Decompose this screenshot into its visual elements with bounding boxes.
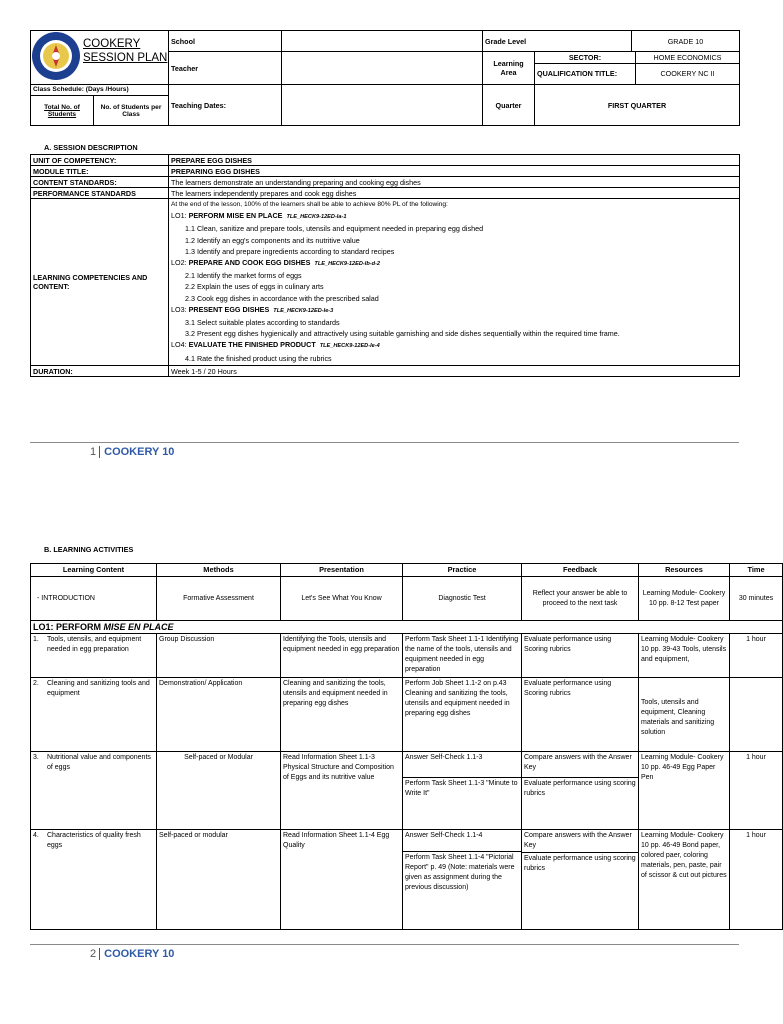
title-line-2: SESSION PLAN [83,52,168,64]
sd-value: The learners demonstrate an understanding preparing and cooking egg dishes [169,177,740,188]
row-number: 2. [33,680,39,687]
table-row [31,577,783,621]
feedback-text-2: Evaluate performance using scoring rubrics [522,777,638,799]
lo3-item: 3.1 Select suitable plates according to standards [185,318,340,328]
total-students-label: Total No. of Students [31,96,94,125]
competencies-intro: At the end of the lesson, 100% of the learners shall be able to achieve 80% PL of the following: [171,201,448,208]
practice-text: Answer Self-Check 1.1-4 [405,832,483,839]
school-label: School [169,31,282,52]
cell-resources: Learning Module- Cookery 10 pp. 8-12 Test paper [639,577,730,621]
cell-practice [403,830,522,930]
learning-activities-table [30,563,783,930]
cell-feedback: Evaluate performance using Scoring rubrics [522,678,639,752]
cell-content: - INTRODUCTION [31,577,157,621]
footer-divider [30,944,739,945]
cell-feedback: Reflect your answer be able to proceed to the next task [522,577,639,621]
feedback-text: Compare answers with the Answer Key [524,754,632,771]
cell-content [31,752,157,830]
table-row [31,752,783,830]
session-description-heading: A. SESSION DESCRIPTION [44,143,138,152]
lo4-code: TLE_HECK9-12ED-Ie-4 [319,343,380,350]
sd-label: UNIT OF COMPETENCY: [31,155,169,166]
cell-time: 1 hour [730,830,783,930]
sector-value: HOME ECONOMICS [636,52,740,63]
row-number: 1. [33,636,39,643]
sector-label: SECTOR: [535,52,636,63]
cell-methods: Self-paced or modular [157,830,281,930]
lo4-heading [171,339,737,352]
column-header: Practice [403,564,522,577]
column-header: Learning Content [31,564,157,577]
lo2-item: 2.3 Cook egg dishes in accordance with the prescribed salad [185,293,379,303]
cell-time: 1 hour [730,634,783,678]
teacher-value[interactable] [282,52,483,85]
cell-time: 30 minutes [730,577,783,621]
lo3-title: PRESENT EGG DISHES [188,304,270,314]
row-content-text: Nutritional value and components of eggs [47,754,151,771]
cell-methods: Group Discussion [157,634,281,678]
lo1-item: 1.2 Identify an egg's components and its nutritive value [185,235,360,245]
cell-resources: Learning Module- Cookery 10 pp. 46-49 Bond paper, colored paer, coloring materials, pen, paste, pair of scissor & cut out pictures [639,830,730,930]
lo1-item: 1.1 Clean, sanitize and prepare tools, utensils and equipment needed in preparing egg dished [185,224,484,234]
lo3-prefix: LO3: [171,304,189,314]
lo3-code: TLE_HECK9-12ED-Ie-3 [273,307,334,314]
cell-presentation: Read Information Sheet 1.1-4 Egg Quality [281,830,403,930]
header-table [30,30,740,126]
grade-level-value: GRADE 10 [632,31,740,52]
page-number: 2 [90,948,100,960]
lo2-item: 2.1 Identify the market forms of eggs [185,271,302,281]
sd-label: CONTENT STANDARDS: [31,177,169,188]
sd-value: The learners independently prepares and cook egg dishes [169,188,740,199]
cell-feedback: Evaluate performance using Scoring rubrics [522,634,639,678]
row-content-text: Characteristics of quality fresh eggs [47,832,141,849]
lo1-item: 1.3 Identify and prepare ingredients according to standard recipes [185,246,395,256]
cell-resources: Learning Module- Cookery 10 pp. 46-49 Egg Paper Pen [639,752,730,830]
lo2-code: TLE_HECK9-12ED-Ib-d-2 [314,261,380,268]
lo4-item: 4.1 Rate the finished product using the rubrics [185,353,332,363]
cell-practice: Perform Task Sheet 1.1-1 Identifying the name of the tools, utensils and equipment needed in egg preparation [403,634,522,678]
footer-title: COOKERY 10 [104,948,175,960]
sd-label: MODULE TITLE: [31,166,169,177]
title-line-1: COOKERY [83,38,141,50]
cell-time: 1 hour [730,752,783,830]
cell-resources: Learning Module- Cookery 10 pp. 39-43 Tools, utensils and equipment, [639,634,730,678]
cell-practice: Diagnostic Test [403,577,522,621]
practice-text-2: Perform Task Sheet 1.1-4 "Pictorial Report" p. 49 (Note: materials were given as assignment during the previous discussion) [403,851,521,893]
table-row [31,634,783,678]
school-value[interactable] [282,31,483,52]
footer-divider [30,442,739,443]
lo1-row-italic: MISE EN PLACE [103,622,174,632]
practice-text: Answer Self-Check 1.1-3 [405,754,483,761]
page-footer-2 [90,948,174,960]
cell-practice: Perform Job Sheet 1.1-2 on p.43 Cleaning and sanitizing the tools, utensils and equipment needed in preparing egg dishes [403,678,522,752]
column-header: Resources [639,564,730,577]
cell-methods: Demonstration/ Application [157,678,281,752]
cell-methods: Self-paced or Modular [157,752,281,830]
column-header: Methods [157,564,281,577]
page-number: 1 [90,446,100,458]
learning-activities-heading: B. LEARNING ACTIVITIES [44,545,134,554]
row-content-text: Tools, utensils, and equipment needed in egg preparation [47,636,142,653]
duration-label: DURATION: [31,366,169,377]
cell-content [31,830,157,930]
row-content-text: Cleaning and sanitizing tools and equipment [47,680,150,697]
cell-presentation: Read Information Sheet 1.1-3 Physical Structure and Composition of Eggs and its nutritive value [281,752,403,830]
quarter-value: FIRST QUARTER [535,85,740,126]
footer-title: COOKERY 10 [104,446,175,458]
cell-presentation: Identifying the Tools, utensils and equipment needed in egg preparation [281,634,403,678]
session-description-table [30,154,740,377]
teacher-label: Teacher [169,52,282,85]
lo2-heading [171,257,737,270]
row-number: 4. [33,832,39,839]
lo1-row [31,621,783,634]
qualification-label: QUALIFICATION TITLE: [535,63,636,84]
cell-time [730,678,783,752]
duration-value: Week 1-5 / 20 Hours [169,366,740,377]
cell-feedback [522,752,639,830]
lo1-code: TLE_HECK9-12ED-Ia-1 [286,214,347,221]
sd-label: PERFORMANCE STANDARDS [31,188,169,199]
row-number: 3. [33,754,39,761]
cell-content [31,678,157,752]
lo2-item: 2.2 Explain the uses of eggs in culinary arts [185,282,324,292]
feedback-text: Compare answers with the Answer Key [524,832,632,849]
teaching-dates-value[interactable] [282,85,483,126]
quarter-label: Quarter [483,85,535,126]
feedback-text-2: Evaluate performance using scoring rubrics [522,852,638,874]
sd-value: PREPARING EGG DISHES [169,166,740,177]
column-header: Feedback [522,564,639,577]
lo4-title: EVALUATE THE FINISHED PRODUCT [188,340,316,350]
teaching-dates-label: Teaching Dates: [169,85,282,126]
qualification-value: COOKERY NC II [660,69,715,79]
grade-level-label: Grade Level [483,31,632,52]
cell-resources: Tools, utensils and equipment, Cleaning materials and sanitizing solution [639,678,730,752]
lo1-prefix: LO1: [171,211,189,221]
lo4-prefix: LO4: [171,340,189,350]
column-header: Presentation [281,564,403,577]
sd-value: PREPARE EGG DISHES [169,155,740,166]
class-schedule-label: Class Schedule: (Days /Hours) [31,85,168,96]
table-row [31,830,783,930]
cell-content [31,634,157,678]
lo1-heading [171,210,737,223]
competencies-label: LEARNING COMPETENCIES AND CONTENT: [31,199,169,366]
lo2-prefix: LO2: [171,258,189,268]
page-footer-1 [90,446,174,458]
column-header: Time [730,564,783,577]
table-row [31,678,783,752]
cell-feedback [522,830,639,930]
lo3-heading [171,304,737,317]
lo1-row-prefix: LO1: PERFORM [33,622,104,632]
cell-presentation: Cleaning and sanitizing the tools, utensils and equipment needed in preparing egg dishes [281,678,403,752]
lo3-item: 3.2 Present egg dishes hygienically and attractively using suitable garnishing and side dishes sequentially within the required time frame. [185,329,620,339]
lo2-title: PREPARE AND COOK EGG DISHES [188,258,311,268]
practice-text-2: Perform Task Sheet 1.1-3 "Minute to Write It" [403,777,521,799]
cell-practice [403,752,522,830]
lo1-title: PERFORM MISE EN PLACE [188,211,283,221]
cell-presentation: Let's See What You Know [281,577,403,621]
students-per-class-label: No. of Students per Class [100,103,162,118]
learning-area-label: Learning Area [483,52,535,85]
cell-methods: Formative Assessment [157,577,281,621]
